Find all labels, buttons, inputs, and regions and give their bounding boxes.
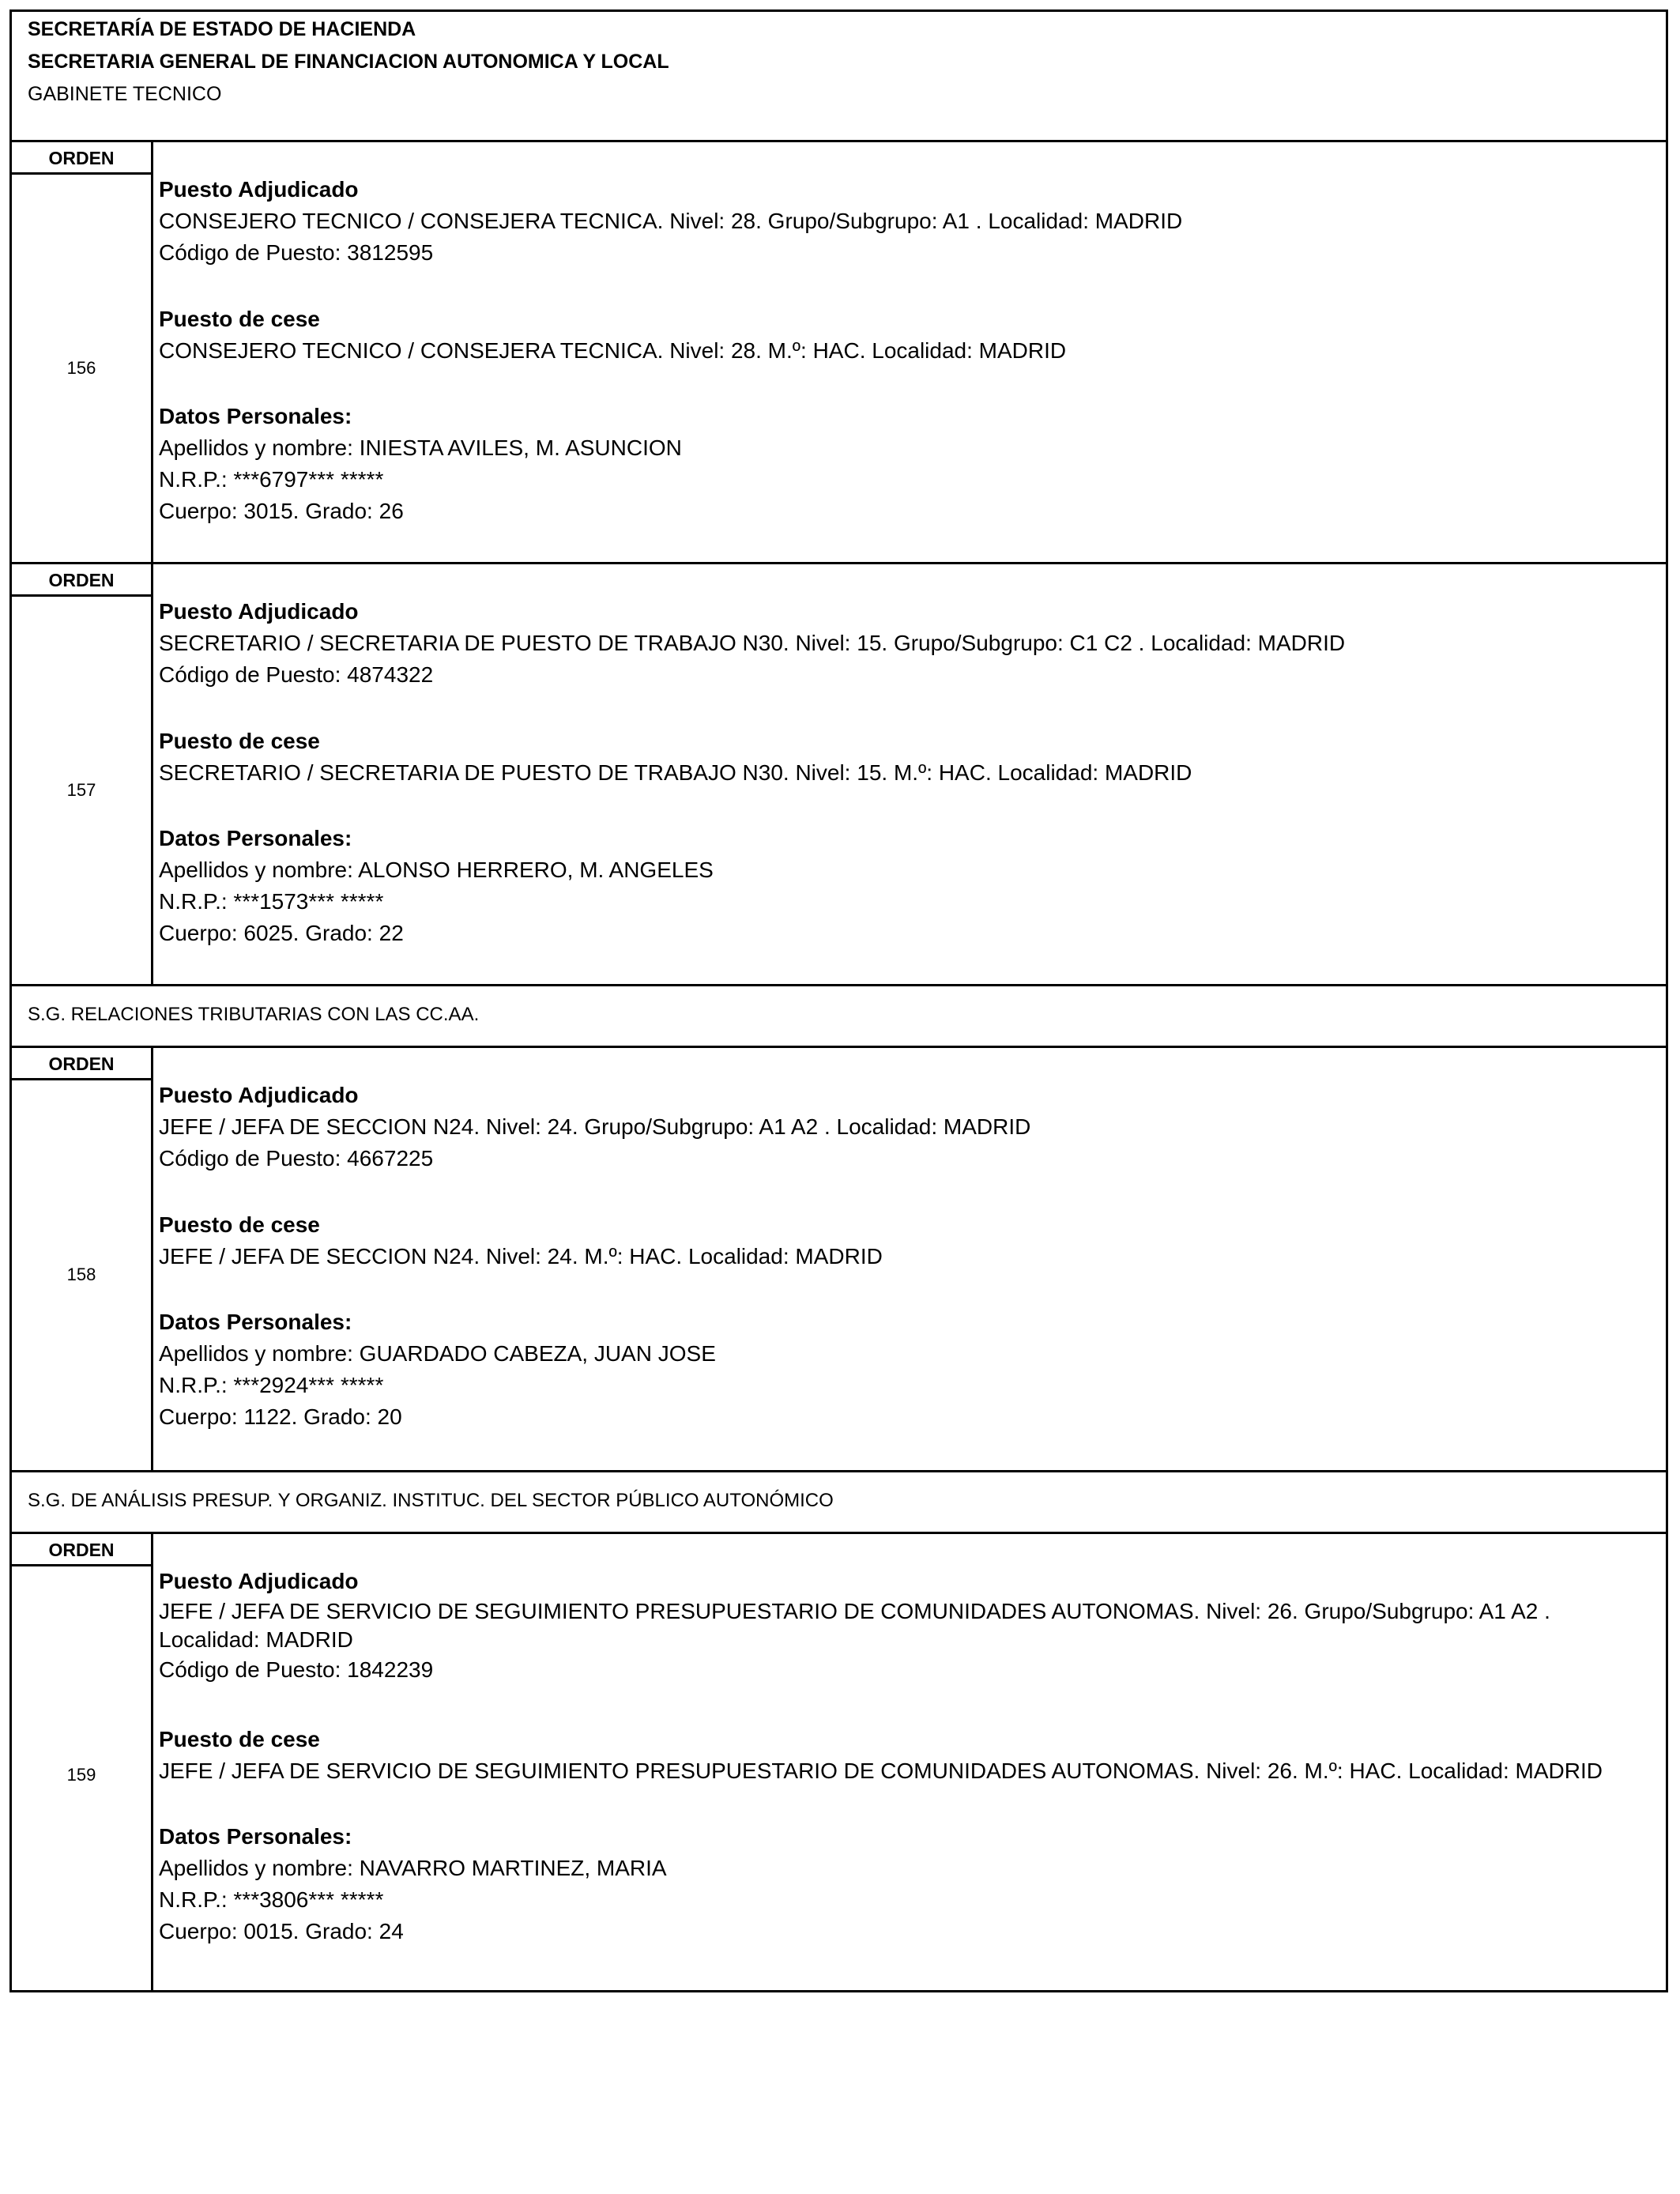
entry-content (153, 1048, 1666, 1470)
orden-column (12, 1534, 153, 1990)
datos-personales-title: Datos Personales: (159, 1824, 352, 1849)
puesto-cese-text: SECRETARIO / SECRETARIA DE PUESTO DE TRABAJO N30. Nivel: 15. M.º: HAC. Localidad: MADRID (159, 760, 1192, 785)
header-secretaria-general: SECRETARIA GENERAL DE FINANCIACION AUTONOMICA Y LOCAL (28, 51, 669, 73)
puesto-adjudicado-title: Puesto Adjudicado (159, 599, 359, 624)
puesto-cese-title: Puesto de cese (159, 1212, 320, 1237)
cuerpo-grado: Cuerpo: 0015. Grado: 24 (159, 1919, 404, 1943)
puesto-cese-text: JEFE / JEFA DE SECCION N24. Nivel: 24. M.º: HAC. Localidad: MADRID (159, 1244, 883, 1269)
puesto-adjudicado-section (159, 1566, 1642, 1686)
orden-number: 159 (66, 1765, 96, 1785)
codigo-puesto: Código de Puesto: 4874322 (159, 662, 434, 687)
section-title: S.G. DE ANÁLISIS PRESUP. Y ORGANIZ. INSTITUC. DEL SECTOR PÚBLICO AUTONÓMICO (28, 1490, 834, 1511)
puesto-adjudicado-text: SECRETARIO / SECRETARIA DE PUESTO DE TRABAJO N30. Nivel: 15. Grupo/Subgrupo: C1 C2 . Localidad: MADRID (159, 631, 1346, 655)
puesto-adjudicado-section (159, 596, 1642, 691)
puesto-adjudicado-text: CONSEJERO TECNICO / CONSEJERA TECNICA. Nivel: 28. Grupo/Subgrupo: A1 . Localidad: MADRID (159, 209, 1183, 233)
puesto-adjudicado-text: JEFE / JEFA DE SECCION N24. Nivel: 24. Grupo/Subgrupo: A1 A2 . Localidad: MADRID (159, 1114, 1031, 1139)
orden-label: ORDEN (12, 1534, 151, 1566)
entry-content (153, 1534, 1666, 1990)
puesto-cese-title: Puesto de cese (159, 729, 320, 753)
ministry-header (12, 12, 1666, 142)
entry-content (153, 564, 1666, 984)
section-title-row (12, 986, 1666, 1048)
puesto-adjudicado-section (159, 174, 1642, 269)
orden-column (12, 564, 153, 984)
orden-label: ORDEN (12, 564, 151, 597)
datos-personales-section (159, 1306, 1642, 1433)
orden-column (12, 1048, 153, 1470)
codigo-puesto: Código de Puesto: 4667225 (159, 1146, 434, 1171)
datos-personales-title: Datos Personales: (159, 1310, 352, 1334)
nrp: N.R.P.: ***3806*** ***** (159, 1887, 384, 1912)
orden-number: 157 (66, 780, 96, 800)
codigo-puesto: Código de Puesto: 1842239 (159, 1657, 434, 1682)
puesto-cese-section (159, 303, 1642, 367)
cuerpo-grado: Cuerpo: 1122. Grado: 20 (159, 1404, 402, 1429)
document-table (9, 9, 1668, 1992)
puesto-adjudicado-text: JEFE / JEFA DE SERVICIO DE SEGUIMIENTO PRESUPUESTARIO DE COMUNIDADES AUTONOMAS. Nivel: 26. Grupo/Subgrupo: A1 A2 . Localidad: MADRID (159, 1599, 1550, 1652)
puesto-adjudicado-title: Puesto Adjudicado (159, 1083, 359, 1107)
orden-label: ORDEN (12, 142, 151, 175)
orden-number: 158 (66, 1265, 96, 1284)
datos-personales-section (159, 823, 1642, 949)
header-unit: GABINETE TECNICO (28, 83, 222, 105)
apellidos-nombre: Apellidos y nombre: GUARDADO CABEZA, JUAN JOSE (159, 1341, 716, 1366)
entry-content (153, 142, 1666, 562)
entry-row (12, 1048, 1666, 1472)
apellidos-nombre: Apellidos y nombre: NAVARRO MARTINEZ, MARIA (159, 1856, 667, 1880)
puesto-cese-section (159, 1724, 1658, 1787)
section-title-row (12, 1472, 1666, 1534)
section-title: S.G. RELACIONES TRIBUTARIAS CON LAS CC.AA. (28, 1004, 480, 1025)
puesto-adjudicado-title: Puesto Adjudicado (159, 177, 359, 202)
nrp: N.R.P.: ***6797*** ***** (159, 467, 384, 492)
codigo-puesto: Código de Puesto: 3812595 (159, 240, 434, 265)
entry-row (12, 142, 1666, 564)
datos-personales-title: Datos Personales: (159, 404, 352, 428)
datos-personales-section (159, 1821, 1642, 1947)
orden-label: ORDEN (12, 1048, 151, 1080)
puesto-cese-section (159, 726, 1642, 789)
header-secretaria-estado: SECRETARÍA DE ESTADO DE HACIENDA (28, 18, 416, 40)
cuerpo-grado: Cuerpo: 3015. Grado: 26 (159, 499, 404, 523)
puesto-adjudicado-title: Puesto Adjudicado (159, 1569, 359, 1593)
orden-column (12, 142, 153, 562)
puesto-cese-section (159, 1209, 1642, 1272)
cuerpo-grado: Cuerpo: 6025. Grado: 22 (159, 921, 404, 945)
entry-row (12, 1534, 1666, 1990)
nrp: N.R.P.: ***1573*** ***** (159, 889, 384, 914)
apellidos-nombre: Apellidos y nombre: ALONSO HERRERO, M. ANGELES (159, 858, 714, 882)
puesto-cese-text: CONSEJERO TECNICO / CONSEJERA TECNICA. Nivel: 28. M.º: HAC. Localidad: MADRID (159, 338, 1067, 363)
entry-row (12, 564, 1666, 986)
puesto-cese-title: Puesto de cese (159, 1727, 320, 1751)
puesto-cese-title: Puesto de cese (159, 307, 320, 331)
puesto-adjudicado-section (159, 1080, 1642, 1174)
datos-personales-section (159, 401, 1642, 527)
orden-number: 156 (66, 358, 96, 378)
nrp: N.R.P.: ***2924*** ***** (159, 1373, 384, 1397)
puesto-cese-text: JEFE / JEFA DE SERVICIO DE SEGUIMIENTO PRESUPUESTARIO DE COMUNIDADES AUTONOMAS. Nivel: 26. M.º: HAC. Localidad: MADRID (159, 1759, 1603, 1783)
datos-personales-title: Datos Personales: (159, 826, 352, 850)
apellidos-nombre: Apellidos y nombre: INIESTA AVILES, M. ASUNCION (159, 435, 682, 460)
